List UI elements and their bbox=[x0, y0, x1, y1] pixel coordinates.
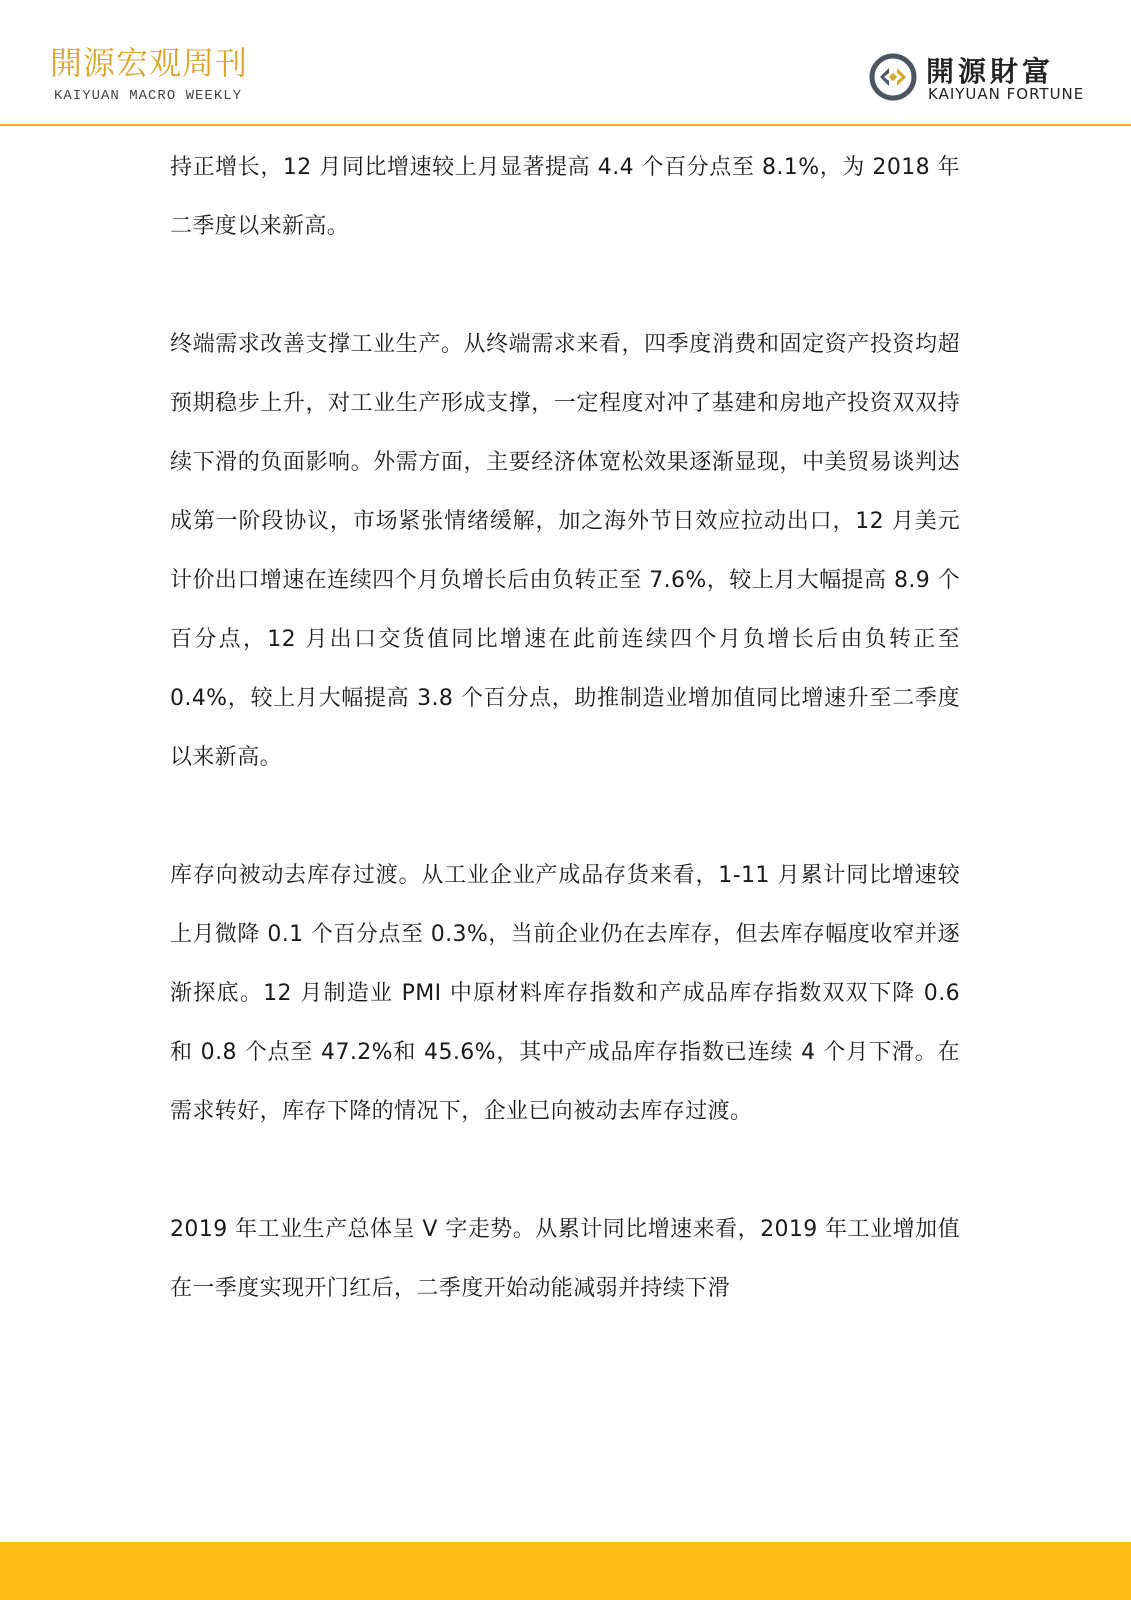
footer-bar bbox=[0, 1542, 1131, 1600]
publication-subtitle: KAIYUAN MACRO WEEKLY bbox=[54, 88, 243, 104]
paragraph: 2019 年工业生产总体呈 V 字走势。从累计同比增速来看，2019 年工业增加值在一季度实现开门红后，二季度开始动能减弱并持续下滑 bbox=[170, 1217, 960, 1301]
kaiyuan-fortune-logo-icon bbox=[868, 52, 918, 102]
publication-title: 開源宏观周刊 bbox=[50, 44, 249, 82]
logo-chinese-name: 開源財富 bbox=[926, 55, 1055, 88]
header-divider bbox=[0, 124, 1131, 126]
paragraph: 终端需求改善支撑工业生产。从终端需求来看，四季度消费和固定资产投资均超预期稳步上升，对工业生产形成支撑，一定程度对冲了基建和房地产投资双双持续下滑的负面影响。外需方面，主要经济体宽松效果逐渐显现，中美贸易谈判达成第一阶段协议，市场紧张情绪缓解，加之海外节日效应拉动出口，12 月美元计价出口增速在连续四个月负增长后由负转正至 7.6%，较上月大幅提高 8.9 个百分点，12 月出口交货值同比增速在此前连续四个月负增长后由负转正至 0.4%，较上月大幅提高 3.8 个百分点，助推制造业增加值同比增速升至二季度以来新高。 bbox=[170, 332, 960, 770]
paragraph: 持正增长，12 月同比增速较上月显著提高 4.4 个百分点至 8.1%，为 2018 年二季度以来新高。 bbox=[170, 155, 960, 239]
page-header bbox=[0, 0, 1131, 126]
paragraph: 库存向被动去库存过渡。从工业企业产成品存货来看，1-11 月累计同比增速较上月微降 0.1 个百分点至 0.3%，当前企业仍在去库存，但去库存幅度收窄并逐渐探底。12 月制造业 PMI 中原材料库存指数和产成品库存指数双双下降 0.6 和 0.8 个点至 47.2%和 45.6%，其中产成品库存指数已连续 4 个月下滑。在需求转好，库存下降的情况下，企业已向被动去库存过渡。 bbox=[170, 863, 960, 1124]
article-body bbox=[170, 138, 960, 1377]
logo-english-name: KAIYUAN FORTUNE bbox=[928, 85, 1085, 103]
